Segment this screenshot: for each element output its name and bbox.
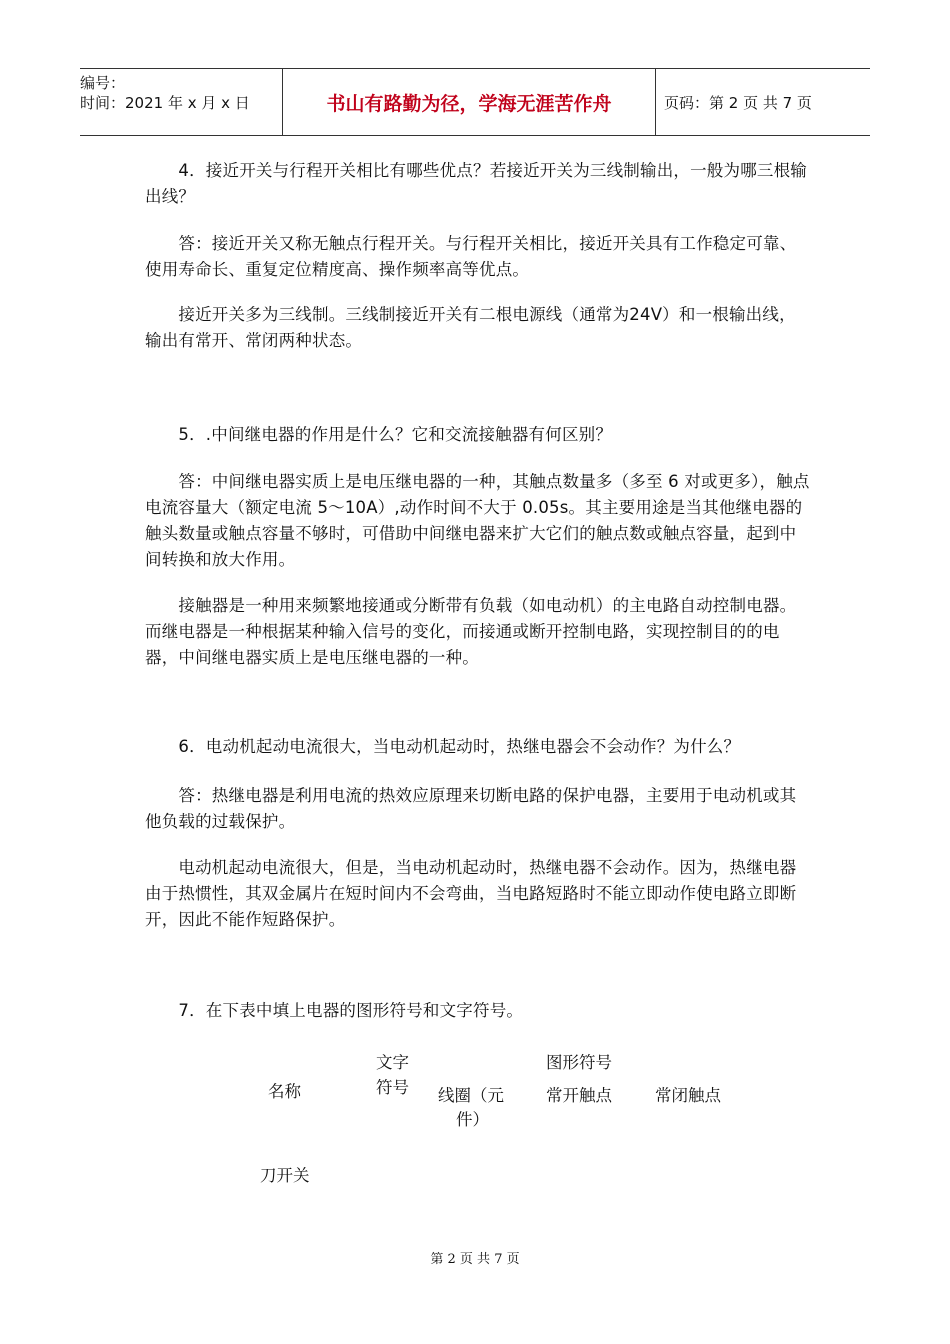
document-number: 编号： — [80, 74, 126, 92]
answer-5-part-2: 接触器是一种用来频繁地接通或分断带有负载（如电动机）的主电路自动控制电器。而继电器是一种根据某种输入信号的变化，而接通或断开控制电路，实现控制目的的电器，中间继电器实质上是电压继电器的一种。 — [145, 596, 797, 667]
header-page-number: 页码：第 2 页 共 7 页 — [664, 93, 812, 112]
answer-5-part-1: 答：中间继电器实质上是电压继电器的一种，其触点数量多（多至 6 对或更多），触点电流容量大（额定电流 5～10A）,动作时间不大于 0.05s。其主要用途是当其他继电器的触头数量或触点容量不够时，可借助中间继电器来扩大它们的触点数或触点容量，起到中间转换和放大作用。 — [145, 472, 810, 569]
table-subheader-normally-open: 常开触点 — [546, 1086, 612, 1105]
question-6: 6．电动机起动电流很大，当电动机起动时，热继电器会不会动作？为什么？ — [145, 737, 741, 756]
table-header-text-symbol-line1: 文字 — [376, 1053, 409, 1072]
table-row-knife-switch: 刀开关 — [260, 1166, 310, 1185]
answer-4-part-2: 接近开关多为三线制。三线制接近开关有二根电源线（通常为24V）和一根输出线，输出有常开、常闭两种状态。 — [145, 305, 796, 350]
answer-4-part-1: 答：接近开关又称无触点行程开关。与行程开关相比，接近开关具有工作稳定可靠、使用寿命长、重复定位精度高、操作频率高等优点。 — [145, 234, 797, 279]
question-4: 4．接近开关与行程开关相比有哪些优点？若接近开关为三线制输出，一般为哪三根输出线？ — [145, 161, 807, 206]
header-motto: 书山有路勤为径，学海无涯苦作舟 — [282, 69, 656, 135]
table-subheader-coil-line1: 线圈（元 — [438, 1086, 504, 1105]
table-header-graphic-symbol: 图形符号 — [546, 1053, 612, 1072]
answer-6-part-2: 电动机起动电流很大，但是，当电动机起动时，热继电器不会动作。因为，热继电器由于热惯性，其双金属片在短时间内不会弯曲，当电路短路时不能立即动作使电路立即断开，因此不能作短路保护。 — [145, 858, 797, 929]
document-date: 时间：2021 年 x 月 x 日 — [80, 94, 250, 112]
page-header — [80, 68, 870, 136]
table-subheader-normally-closed: 常闭触点 — [655, 1086, 721, 1105]
question-5: 5．.中间继电器的作用是什么？它和交流接触器有何区别？ — [145, 425, 613, 444]
table-subheader-coil-line2: 件） — [456, 1110, 489, 1129]
table-header-name: 名称 — [268, 1082, 301, 1101]
question-7: 7．在下表中填上电器的图形符号和文字符号。 — [145, 1001, 524, 1020]
answer-6-part-1: 答：热继电器是利用电流的热效应原理来切断电路的保护电器，主要用于电动机或其他负载的过载保护。 — [145, 786, 797, 831]
page-footer: 第 2 页 共 7 页 — [430, 1252, 520, 1267]
table-header-text-symbol-line2: 符号 — [376, 1078, 409, 1097]
header-meta — [80, 69, 282, 135]
